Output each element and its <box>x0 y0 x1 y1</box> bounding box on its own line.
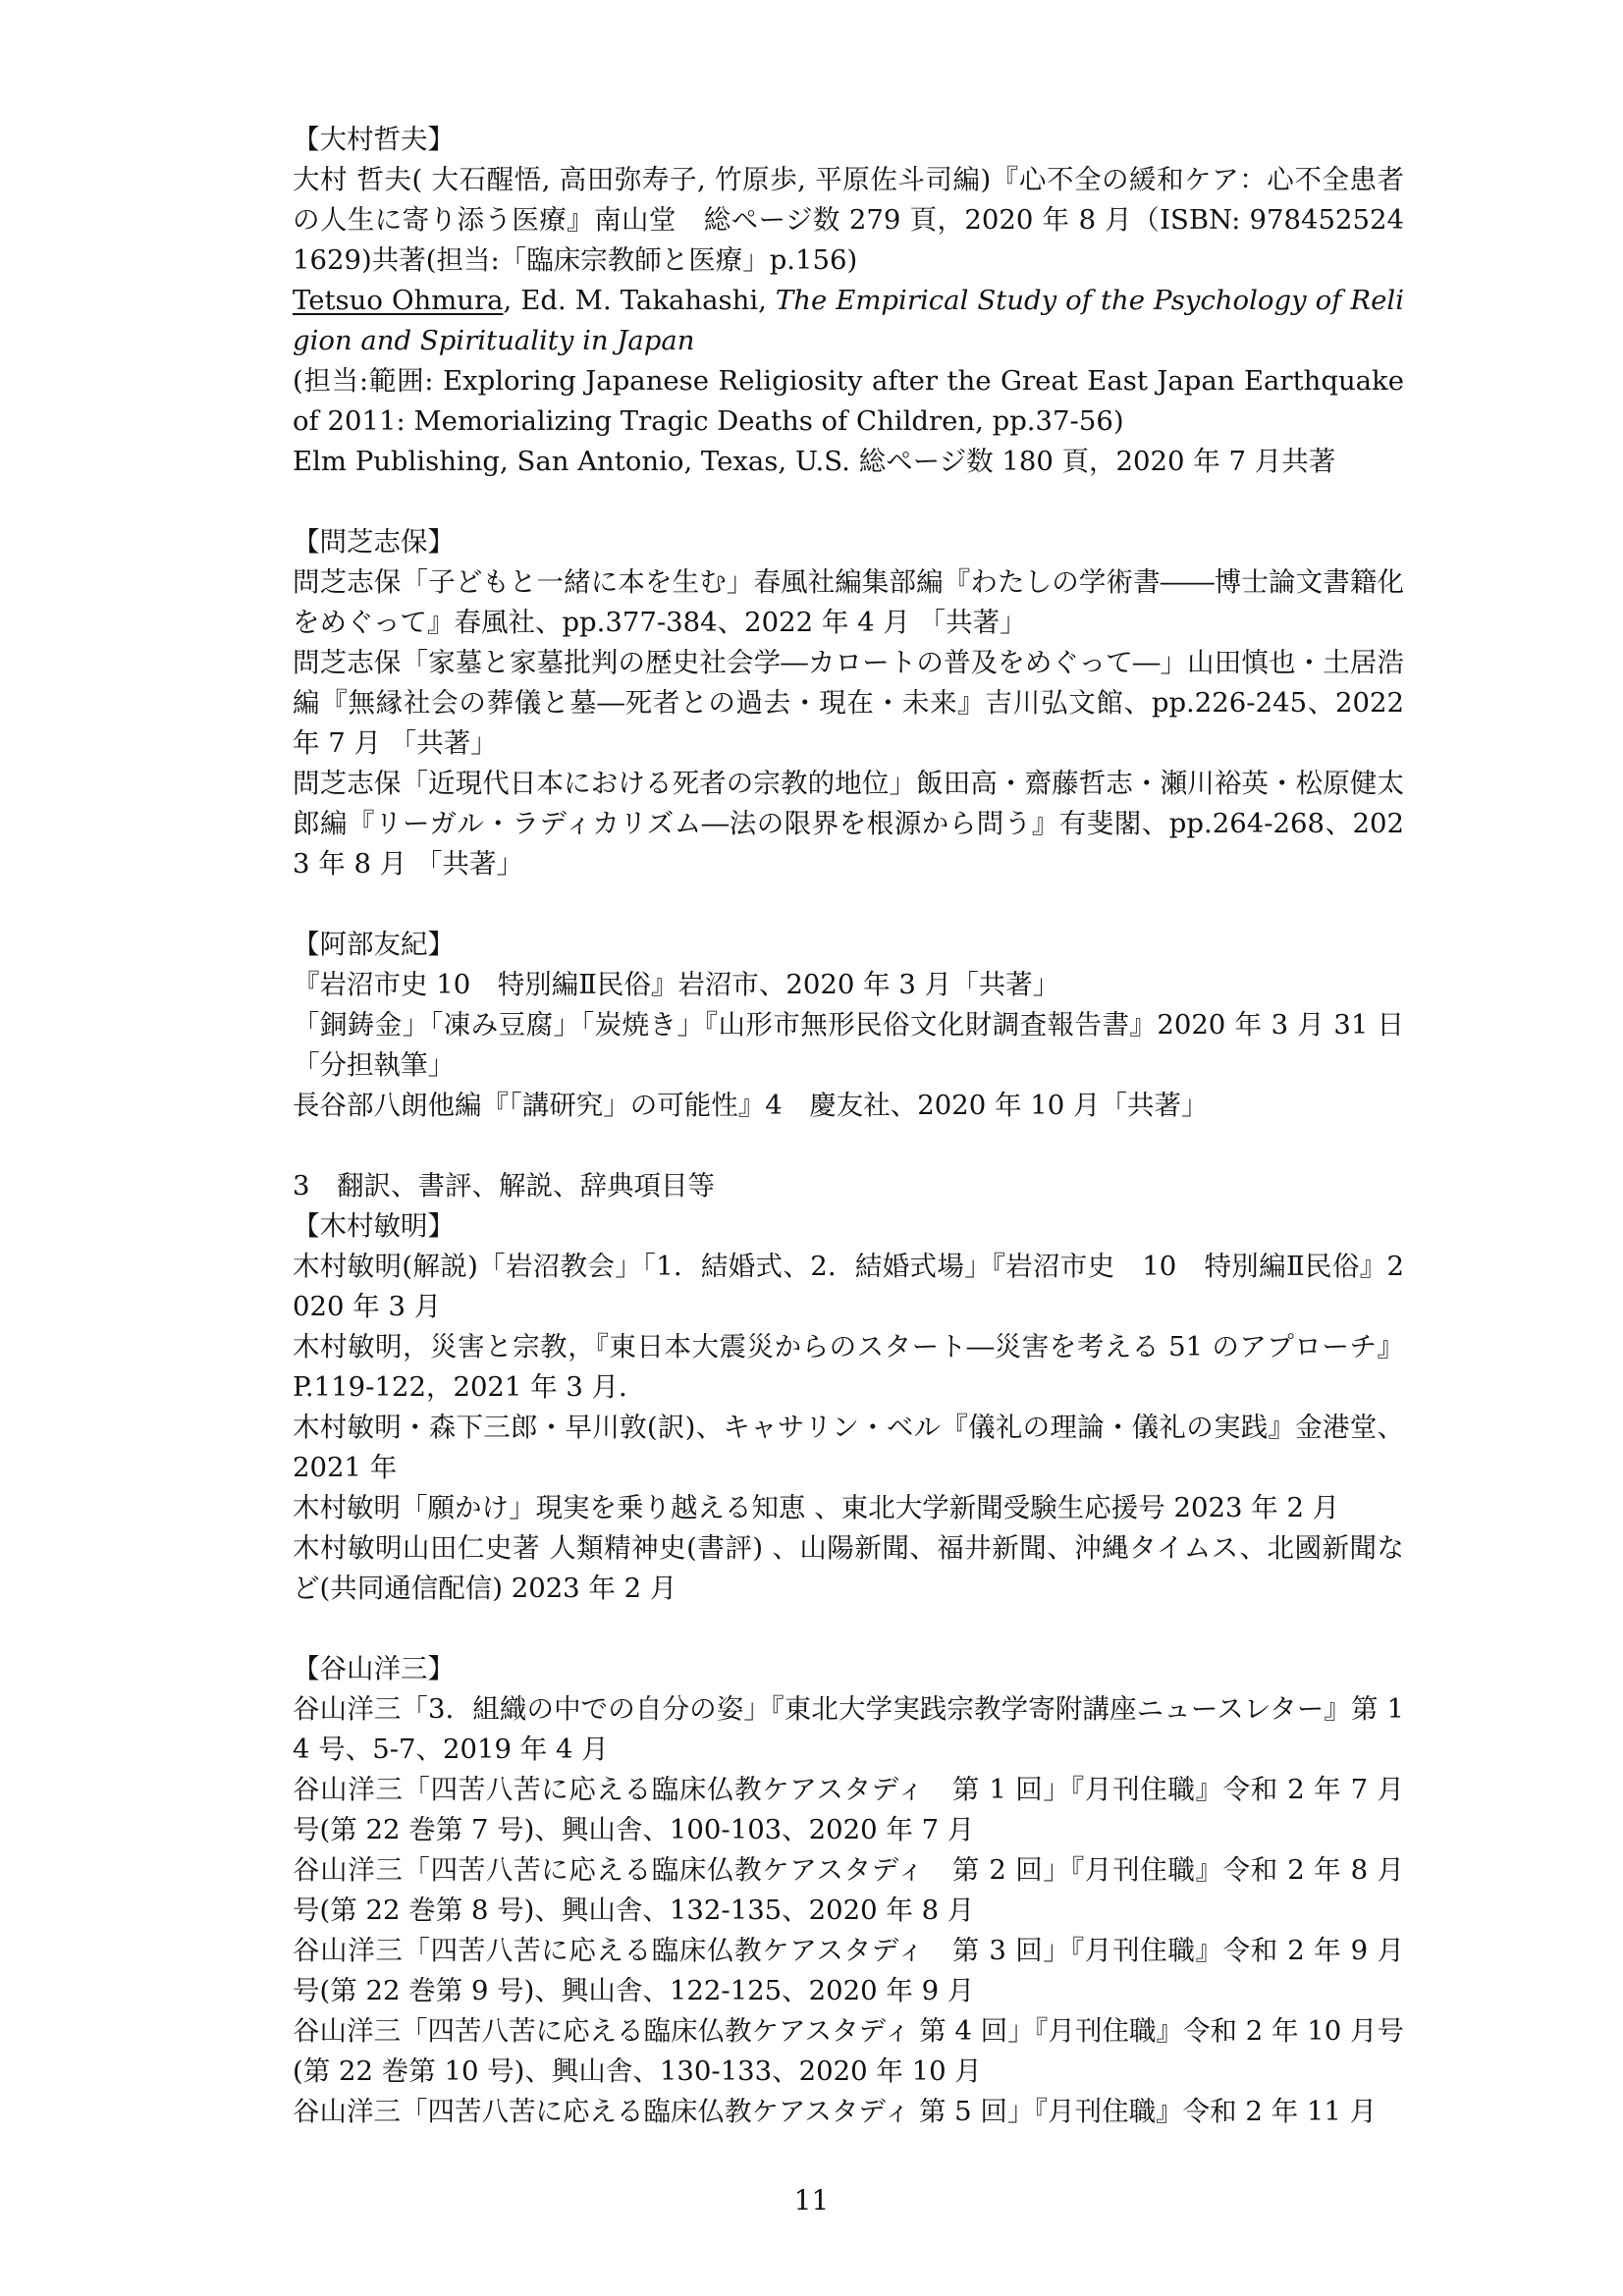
section-spacer <box>293 482 1404 522</box>
author-heading: 【谷山洋三】 <box>293 1653 455 1684</box>
bibliography-entry: 木村敏明，災害と宗教，『東日本大震災からのスタート―災害を考える 51 のアプローチ』P.119-122，2021 年 3 月． <box>293 1331 1404 1403</box>
author-heading: 【木村敏明】 <box>293 1210 455 1242</box>
section-spacer <box>293 884 1404 925</box>
section-kimura <box>293 1206 1404 1609</box>
bibliography-entry: 問芝志保「家墓と家墓批判の歴史社会学―カロートの普及をめぐって―」山田慎也・土居浩編『無縁社会の葬儀と墓―死者との過去・現在・未来』吉川弘文館、pp.226-245、2022 年 7 月 「共著」 <box>293 647 1404 759</box>
section-abe <box>293 925 1404 1126</box>
author-heading: 【大村哲夫】 <box>293 124 455 155</box>
page-content <box>293 120 1404 2132</box>
bibliography-entry: 木村敏明・森下三郎・早川敦(訳)、キャサリン・ベル『儀礼の理論・儀礼の実践』金港堂、2021 年 <box>293 1412 1404 1483</box>
bibliography-entry: 「銅鋳金」「凍み豆腐」「炭焼き」『山形市無形民俗文化財調査報告書』2020 年 3 月 31 日「分担執筆」 <box>293 1009 1404 1081</box>
section-taniyama <box>293 1649 1404 2132</box>
section-heading: 3 翻訳、書評、解説、辞典項目等 <box>293 1170 715 1201</box>
section-spacer <box>293 1126 1404 1166</box>
bibliography-entry: 木村敏明山田仁史著 人類精神史(書評) 、山陽新聞、福井新聞、沖縄タイムス、北國新聞など(共同通信配信) 2023 年 2 月 <box>293 1532 1404 1604</box>
bibliography-entry: 問芝志保「近現代日本における死者の宗教的地位」飯田高・齋藤哲志・瀬川裕英・松原健太郎編『リーガル・ラディカリズム―法の限界を根源から問う』有斐閣、pp.264-268、2023 年 8 月 「共著」 <box>293 768 1404 880</box>
section-omura <box>293 120 1404 482</box>
section-spacer <box>293 1609 1404 1649</box>
book-title-italic: The Empirical Study of the Psychology of Religion and Spirituality in Japan <box>293 285 1404 356</box>
bibliography-entry: 木村敏明「願かけ」現実を乗り越える知恵 、東北大学新聞受験生応援号 2023 年 2 月 <box>293 1492 1340 1523</box>
bibliography-entry <box>293 281 1404 361</box>
section-toishiba <box>293 522 1404 884</box>
author-heading: 【阿部友紀】 <box>293 929 455 960</box>
author-name-underlined: Tetsuo Ohmura <box>293 285 504 316</box>
bibliography-entry: 谷山洋三「四苦八苦に応える臨床仏教ケアスタディ 第 3 回」『月刊住職』令和 2 年 9 月号(第 22 巻第 9 号)、興山舎、122-125、2020 年 9 月 <box>293 1935 1404 2006</box>
bibliography-entry: 長谷部八朗他編『「講研究」の可能性』4 慶友社、2020 年 10 月「共著」 <box>293 1090 1209 1121</box>
bibliography-entry: 問芝志保「子どもと一緒に本を生む」春風社編集部編『わたしの学術書――博士論文書籍化をめぐって』春風社、pp.377-384、2022 年 4 月 「共著」 <box>293 566 1404 638</box>
bibliography-entry: 『岩沼市史 10 特別編Ⅱ民俗』岩沼市、2020 年 3 月「共著」 <box>293 969 1060 1000</box>
bibliography-entry: 谷山洋三「四苦八苦に応える臨床仏教ケアスタディ 第 1 回」『月刊住職』令和 2 年 7 月号(第 22 巻第 7 号)、興山舎、100-103、2020 年 7 月 <box>293 1774 1404 1845</box>
bibliography-entry: 木村敏明(解説)「岩沼教会」「1．結婚式、2．結婚式場」『岩沼市史 10 特別編Ⅱ民俗』2020 年 3 月 <box>293 1251 1404 1322</box>
bibliography-publisher: Elm Publishing, San Antonio, Texas, U.S. 総ページ数 180 頁，2020 年 7 月共著 <box>293 446 1336 477</box>
bibliography-entry: 谷山洋三「四苦八苦に応える臨床仏教ケアスタディ 第 4 回」『月刊住職』令和 2 年 10 月号(第 22 巻第 10 号)、興山舎、130-133、2020 年 10 月 <box>293 2015 1404 2087</box>
bibliography-entry: 谷山洋三「3．組織の中での自分の姿」『東北大学実践宗教学寄附講座ニュースレター』第 14 号、5-7、2019 年 4 月 <box>293 1693 1404 1765</box>
author-heading: 【問芝志保】 <box>293 526 455 558</box>
bibliography-scope: (担当:範囲: Exploring Japanese Religiosity after the Great East Japan Earthquake of 2011: Memorializing Tragic Deaths of Children, pp.37-56) <box>293 365 1404 437</box>
editor-text: , Ed. M. Takahashi, <box>503 285 776 316</box>
bibliography-entry: 谷山洋三「四苦八苦に応える臨床仏教ケアスタディ 第 5 回」『月刊住職』令和 2 年 11 月 <box>293 2096 1378 2127</box>
bibliography-entry: 谷山洋三「四苦八苦に応える臨床仏教ケアスタディ 第 2 回」『月刊住職』令和 2 年 8 月号(第 22 巻第 8 号)、興山舎、132-135、2020 年 8 月 <box>293 1854 1404 1926</box>
page-number: 11 <box>793 2184 830 2216</box>
bibliography-entry: 大村 哲夫( 大石醒悟, 高田弥寿子, 竹原歩, 平原佐斗司編)『心不全の緩和ケア：心不全患者の人生に寄り添う医療』南山堂 総ページ数 279 頁，2020 年 8 月（ISBN: 9784525241629)共著(担当:「臨床宗教師と医療」p.156) <box>293 164 1404 276</box>
